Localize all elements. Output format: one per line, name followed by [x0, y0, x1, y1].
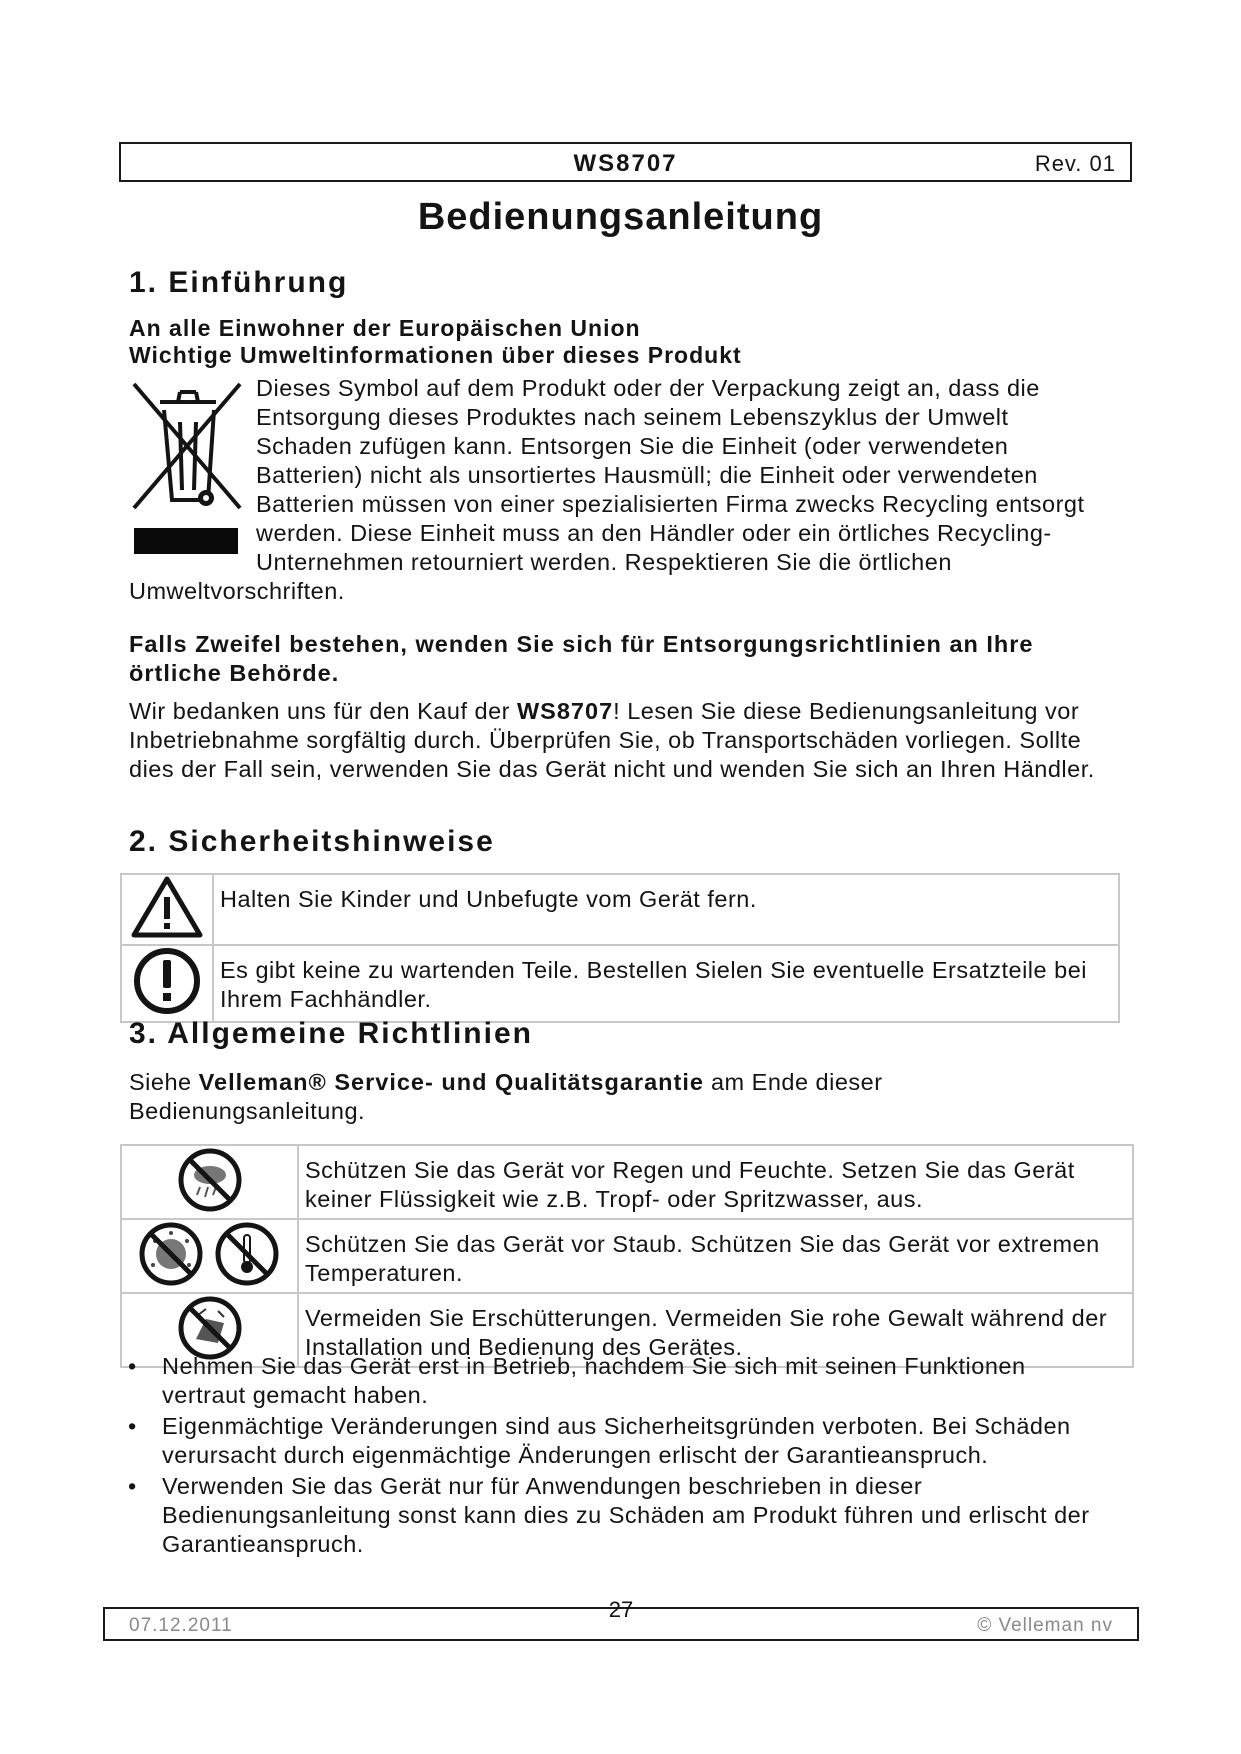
thanks-text-pre: Wir bedanken uns für den Kauf der [129, 698, 517, 724]
page-footer [103, 1597, 1139, 1641]
list-item [124, 1412, 1114, 1470]
dust-and-temperature-icon [135, 1221, 285, 1287]
model-number: WS8707 [573, 150, 678, 177]
safety-text-cell: Halten Sie Kinder und Unbefugte vom Gerät fern. [213, 874, 1119, 945]
safety-text-cell: Es gibt keine zu wartenden Teile. Bestellen Sielen Sie eventuelle Ersatzteile bei Ihrem Fachhändler. [213, 945, 1119, 1022]
general-row [121, 1219, 1133, 1293]
footer-copyright: © Velleman nv [977, 1615, 1113, 1636]
bullet-text: Eigenmächtige Veränderungen sind aus Sicherheitsgründen verboten. Bei Schäden verursacht durch eigenmächtige Änderungen erlischt der Garantieanspruch. [162, 1413, 1071, 1468]
bullet-dot-icon: • [128, 1353, 137, 1379]
safety-row [121, 945, 1119, 1022]
section-heading-intro: 1. Einführung [129, 266, 349, 299]
section-heading-general: 3. Allgemeine Richtlinien [129, 1017, 533, 1050]
doubt-paragraph: Falls Zweifel bestehen, wenden Sie sich für Entsorgungsrichtlinien an Ihre örtliche Behörde. [129, 631, 1034, 686]
environment-info-line: Wichtige Umweltinformationen über dieses Produkt [129, 342, 742, 368]
no-shock-icon [176, 1295, 244, 1361]
safety-table [120, 873, 1120, 1023]
bullet-text: Nehmen Sie das Gerät erst in Betrieb, nachdem Sie sich mit seinen Funktionen vertraut gemacht haben. [162, 1353, 1026, 1408]
eu-residents-line: An alle Einwohner der Europäischen Union [129, 315, 641, 341]
general-intro-post: am Ende dieser Bedienungsanleitung. [129, 1069, 883, 1124]
weee-float-spacer [129, 374, 256, 560]
page-title: Bedienungsanleitung [417, 196, 824, 238]
footer-date: 07.12.2011 [129, 1615, 233, 1636]
safety-row [121, 874, 1119, 945]
general-intro-pre: Siehe [129, 1069, 199, 1095]
page-number: 27 [608, 1597, 634, 1622]
general-text-cell: Schützen Sie das Gerät vor Staub. Schützen Sie das Gerät vor extremen Temperaturen. [298, 1219, 1133, 1293]
general-table [120, 1144, 1134, 1368]
thanks-text-post: ! Lesen Sie diese Bedienungsanleitung vor Inbetriebnahme sorgfältig durch. Überprüfen Sie, ob Transportschäden vorliegen. Sollte dies der Fall sein, verwenden Sie das Gerät nicht und wenden Sie sich an Ihren Händler. [129, 698, 1095, 782]
general-intro-bold: Velleman® Service- und Qualitätsgarantie [198, 1069, 704, 1095]
thanks-model: WS8707 [517, 698, 614, 724]
warning-triangle-icon [130, 875, 204, 939]
disposal-text: Dieses Symbol auf dem Produkt oder der Verpackung zeigt an, dass die Entsorgung dieses Produktes nach seinem Lebenszyklus der Umwelt Schaden zufügen kann. Entsorgen Sie die Einheit (oder verwendeten Batterien) nicht als unsortiertes Hausmüll; die Einheit oder verwendeten Batterien müssen von einer spezialisierten Firma zwecks Recycling entsorgt werden. Diese Einheit muss an den Händler oder ein örtliches Recycling-Unternehmen retourniert werden. Respektieren Sie die örtlichen Umweltvorschriften. [129, 375, 1085, 604]
general-row [121, 1145, 1133, 1219]
general-text-cell: Schützen Sie das Gerät vor Regen und Feuchte. Setzen Sie das Gerät keiner Flüssigkeit wie z.B. Tropf- oder Spritzwasser, aus. [298, 1145, 1133, 1219]
general-icon-cell [121, 1219, 298, 1293]
list-item [124, 1472, 1114, 1559]
exclamation-circle-icon [132, 946, 202, 1016]
no-rain-icon [176, 1147, 244, 1213]
general-text-cell: Vermeiden Sie Erschütterungen. Vermeiden Sie rohe Gewalt während der Installation und Bedienung des Gerätes. [298, 1293, 1133, 1367]
guideline-bullet-list [124, 1352, 1114, 1561]
revision-label: Rev. 01 [1034, 151, 1116, 176]
page-header [119, 142, 1132, 182]
safety-icon-cell [121, 945, 213, 1022]
disposal-paragraph [129, 374, 1109, 606]
general-intro-paragraph [129, 1068, 1109, 1126]
bullet-dot-icon: • [128, 1413, 137, 1439]
bullet-dot-icon: • [128, 1473, 137, 1499]
list-item [124, 1352, 1114, 1410]
thanks-paragraph [129, 697, 1109, 784]
bullet-text: Verwenden Sie das Gerät nur für Anwendungen beschrieben in dieser Bedienungsanleitung sonst kann dies zu Schäden am Produkt führen und erlischt der Garantieanspruch. [162, 1473, 1090, 1557]
general-icon-cell [121, 1145, 298, 1219]
section-heading-safety: 2. Sicherheitshinweise [129, 825, 495, 858]
safety-icon-cell [121, 874, 213, 945]
